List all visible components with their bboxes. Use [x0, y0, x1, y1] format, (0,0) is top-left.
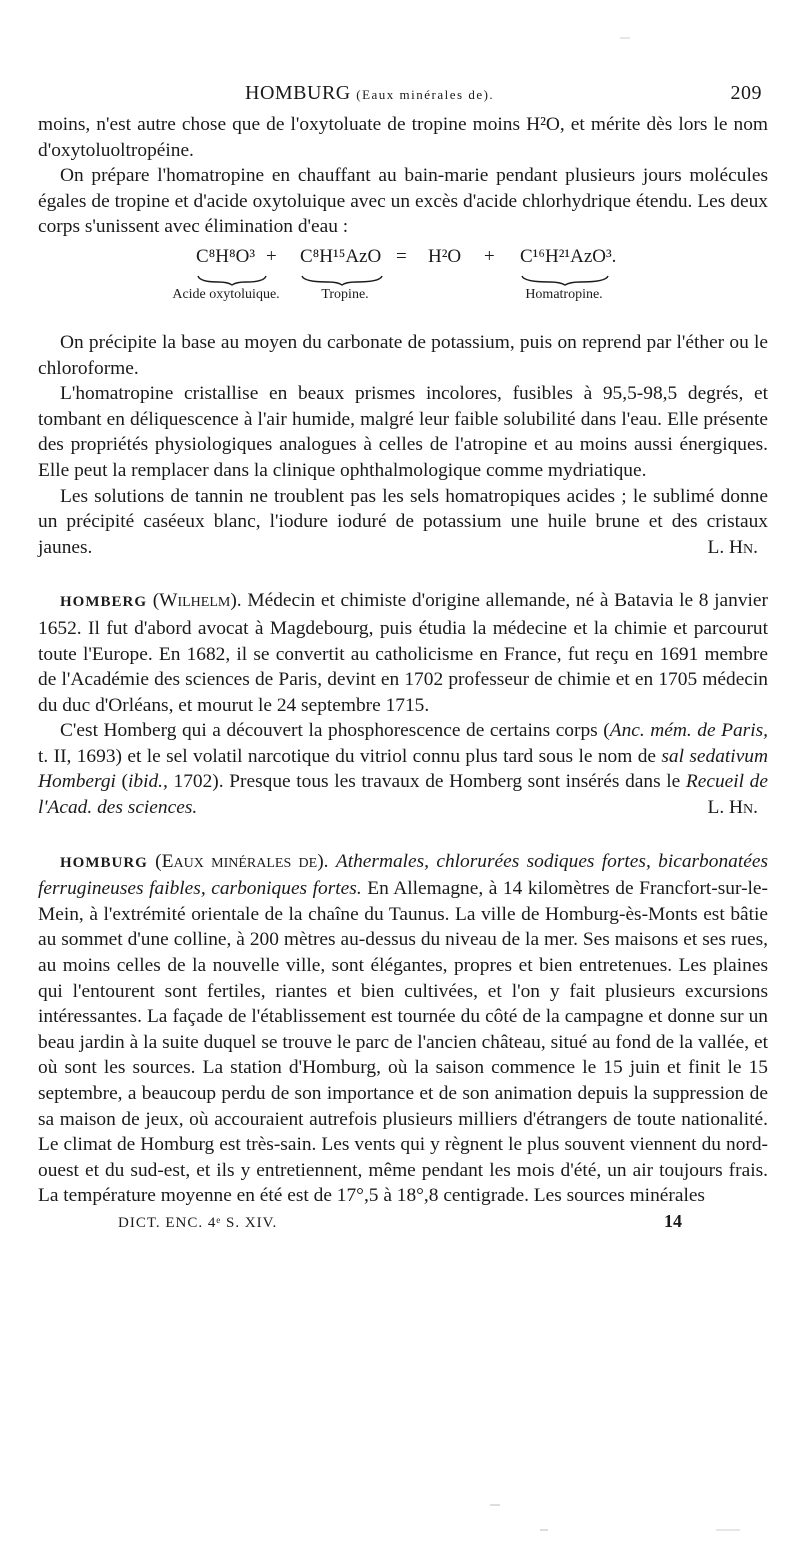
header-title-paren: (Eaux minérales de).	[356, 87, 495, 102]
citation: Anc. mém. de Paris,	[609, 720, 769, 742]
header-title	[245, 82, 494, 105]
formula-term: C¹⁶H²¹AzO³.	[520, 245, 617, 267]
paragraph: On précipite la base au moyen du carbonate de potassium, puis on reprend par l'éther ou le chloroforme.	[38, 331, 768, 379]
page-number: 209	[730, 82, 762, 104]
paragraph	[38, 484, 768, 561]
citation: sal sedativum Hombergi	[38, 745, 768, 793]
footer-volume: DICT. ENC. 4ᵉ S. XIV.	[118, 1214, 278, 1231]
formula-operator: +	[266, 245, 277, 267]
page	[38, 82, 768, 1241]
paragraph-text: Les solutions de tannin ne troublent pas les sels homatropiques acides ; le sublimé donne un précipité caséeux blanc, l'iodure ioduré de potassium une huile brune et des cristaux jaunes.	[38, 485, 768, 558]
header-title-main: HOMBURG	[245, 82, 351, 104]
paragraph: C'est Homberg qui a découvert la phosphorescence de certains corps (Anc. mém. de Paris, t. II, 1693) et le sel volatil narcotique du vitriol connu plus tard sous le nom de sal sedativum Hombergi (ibid., 1702). Presque tous les travaux de Homberg sont insérés dans le Recueil de l'Acad. des sciences. L. Hn.	[38, 718, 768, 820]
formula-captions	[38, 286, 768, 330]
caption-homatropine: Homatropine.	[525, 286, 603, 302]
author-signature: L. Hn.	[707, 797, 758, 819]
entry-head-name: (Wilhelm).	[152, 590, 242, 612]
citation: ibid.,	[128, 771, 168, 793]
paragraph: moins, n'est autre chose que de l'oxytoluate de tropine moins H²O, et mérite dès lors le nom d'oxytoluoltropéine.	[38, 114, 768, 161]
chemical-equation	[38, 246, 768, 274]
page-footer	[38, 1211, 768, 1241]
caption-acid: Acide oxytoluique.	[172, 286, 280, 302]
footer-sheet-number: 14	[664, 1210, 682, 1231]
entry-head-paren: (Eaux minérales de).	[155, 850, 329, 872]
paragraph: L'homatropine cristallise en beaux prismes incolores, fusibles à 95,5-98,5 degrés, et tombant en déliquescence à l'air humide, malgré leur faible solubilité dans l'eau. Elle présente des propriétés physiologiques analogues à celles de l'atropine et au moins aussi énergiques. Elle peut la remplacer dans la clinique ophthalmologique comme mydriatique.	[38, 383, 768, 481]
formula-term: C⁸H¹⁵AzO	[300, 245, 382, 267]
formula-term: H²O	[428, 245, 462, 267]
formula-braces	[38, 274, 768, 286]
formula-operator: =	[396, 245, 407, 267]
underbrace-icon	[38, 274, 768, 286]
author-signature: L. Hn.	[707, 536, 758, 558]
entry-text: En Allemagne, à 14 kilomètres de Francfort-sur-le-Mein, à l'extrémité orientale de la chaîne du Taunus. La ville de Homburg-ès-Monts est bâtie au sommet d'une colline, à 200 mètres au-dessus du niveau de la mer. Ses maisons et ses rues, au moins celles de la nouvelle ville, sont élégantes, propres et bien entretenues. Les plaines qui l'entourent sont fertiles, riantes et bien cultivées, et l'on y fait plusieurs excursions intéressantes. La façade de l'établissement est tournée du côté de la campagne et donne sur un beau jardin à la suite duquel se trouve le parc de l'ancien château, situé au fond de la vallée, et où sont les sources. La station d'Homburg, où la saison commence le 15 juin et finit le 15 septembre, a beaucoup perdu de son importance et de son animation depuis la suppression de sa maison de jeux, où accouraient autrefois plusieurs milliers d'étrangers de toute nationalité. Le climat de Homburg est très-sain. Les vents qui y règnent le plus souvent viennent du nord-ouest et du sud-est, et ils y entretiennent, même pendant les mois d'été, un air toujours frais. La température moyenne en été est de 17°,5 à 18°,8 centigrade. Les sources minérales	[38, 878, 768, 1207]
entry-classification: Athermales, chlorurées sodiques fortes, bicarbonatées ferrugineuses faibles, carboniques fortes.	[38, 850, 768, 900]
entry-headword: HOMBURG	[60, 854, 148, 871]
citation: Recueil de l'Acad. des sciences.	[38, 771, 768, 819]
running-header	[38, 82, 768, 112]
entry-homburg	[38, 849, 768, 1209]
caption-tropine: Tropine.	[321, 286, 369, 302]
paragraph: On prépare l'homatropine en chauffant au bain-marie pendant plusieurs jours molécules égales de tropine et d'acide oxytoluique avec un excès d'acide chlorhydrique étendu. Les deux corps s'unissent avec élimination d'eau :	[38, 165, 768, 238]
formula-term: C⁸H⁸O³	[196, 245, 256, 267]
entry-homberg	[38, 588, 768, 718]
entry-text: Médecin et chimiste d'origine allemande, né à Batavia le 8 janvier 1652. Il fut d'abord avocat à Magdebourg, puis étudia la médecine et la chimie et parcourut toute l'Europe. En 1682, il se convertit au catholicisme en France, fut reçu en 1691 membre de l'Académie des sciences de Paris, devint en 1702 professeur de chimie et en 1705 médecin du duc d'Orléans, et mourut le 24 septembre 1715.	[38, 590, 768, 716]
formula-operator: +	[484, 245, 495, 267]
entry-headword: HOMBERG	[60, 594, 148, 611]
